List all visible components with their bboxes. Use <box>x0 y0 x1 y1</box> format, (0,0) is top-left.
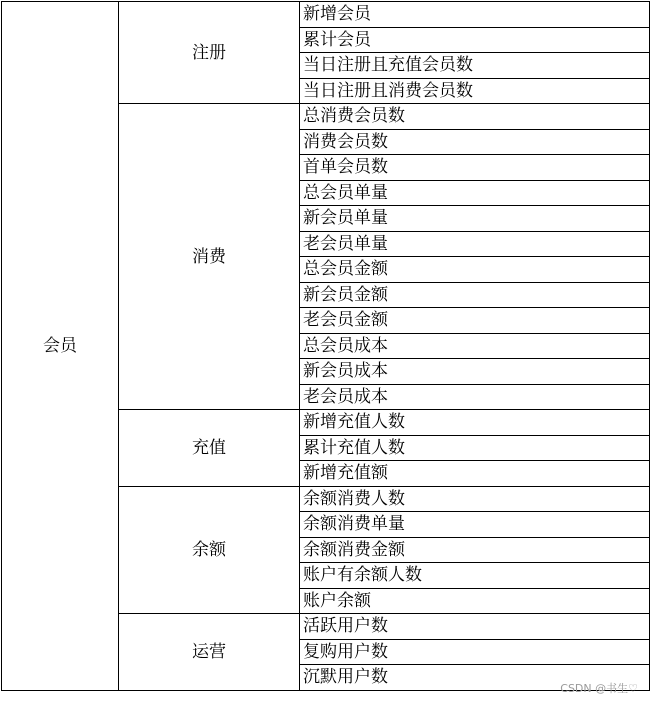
category-label: 充值 <box>119 410 300 487</box>
metric-label: 总会员成本 <box>300 333 650 359</box>
metric-label: 新增会员 <box>300 2 650 28</box>
metric-label: 活跃用户数 <box>300 614 650 640</box>
category-label: 运营 <box>119 614 300 691</box>
metric-label: 新会员金额 <box>300 282 650 308</box>
metric-label: 总会员金额 <box>300 257 650 283</box>
metric-label: 新会员成本 <box>300 359 650 385</box>
category-label: 消费 <box>119 104 300 410</box>
metric-label: 余额消费单量 <box>300 512 650 538</box>
group-label: 会员 <box>2 2 119 691</box>
metric-label: 余额消费人数 <box>300 486 650 512</box>
metric-label: 复购用户数 <box>300 639 650 665</box>
metric-label: 当日注册且消费会员数 <box>300 78 650 104</box>
metric-label: 首单会员数 <box>300 155 650 181</box>
metric-label: 新增充值人数 <box>300 410 650 436</box>
metric-label: 沉默用户数 <box>300 665 650 691</box>
category-label: 余额 <box>119 486 300 614</box>
metric-label: 老会员成本 <box>300 384 650 410</box>
metric-label: 新会员单量 <box>300 206 650 232</box>
metric-label: 老会员金额 <box>300 308 650 334</box>
metric-label: 当日注册且充值会员数 <box>300 53 650 79</box>
metric-label: 余额消费金额 <box>300 537 650 563</box>
metric-label: 总消费会员数 <box>300 104 650 130</box>
metric-label: 消费会员数 <box>300 129 650 155</box>
category-label: 注册 <box>119 2 300 104</box>
table-row <box>2 2 650 28</box>
metric-label: 累计充值人数 <box>300 435 650 461</box>
metric-label: 累计会员 <box>300 27 650 53</box>
member-metrics-table <box>1 1 650 691</box>
metric-label: 账户余额 <box>300 588 650 614</box>
watermark: CSDN @书生♡ <box>560 682 638 695</box>
metric-label: 新增充值额 <box>300 461 650 487</box>
metric-label: 老会员单量 <box>300 231 650 257</box>
metric-label: 总会员单量 <box>300 180 650 206</box>
metric-label: 账户有余额人数 <box>300 563 650 589</box>
table-body <box>2 2 650 691</box>
